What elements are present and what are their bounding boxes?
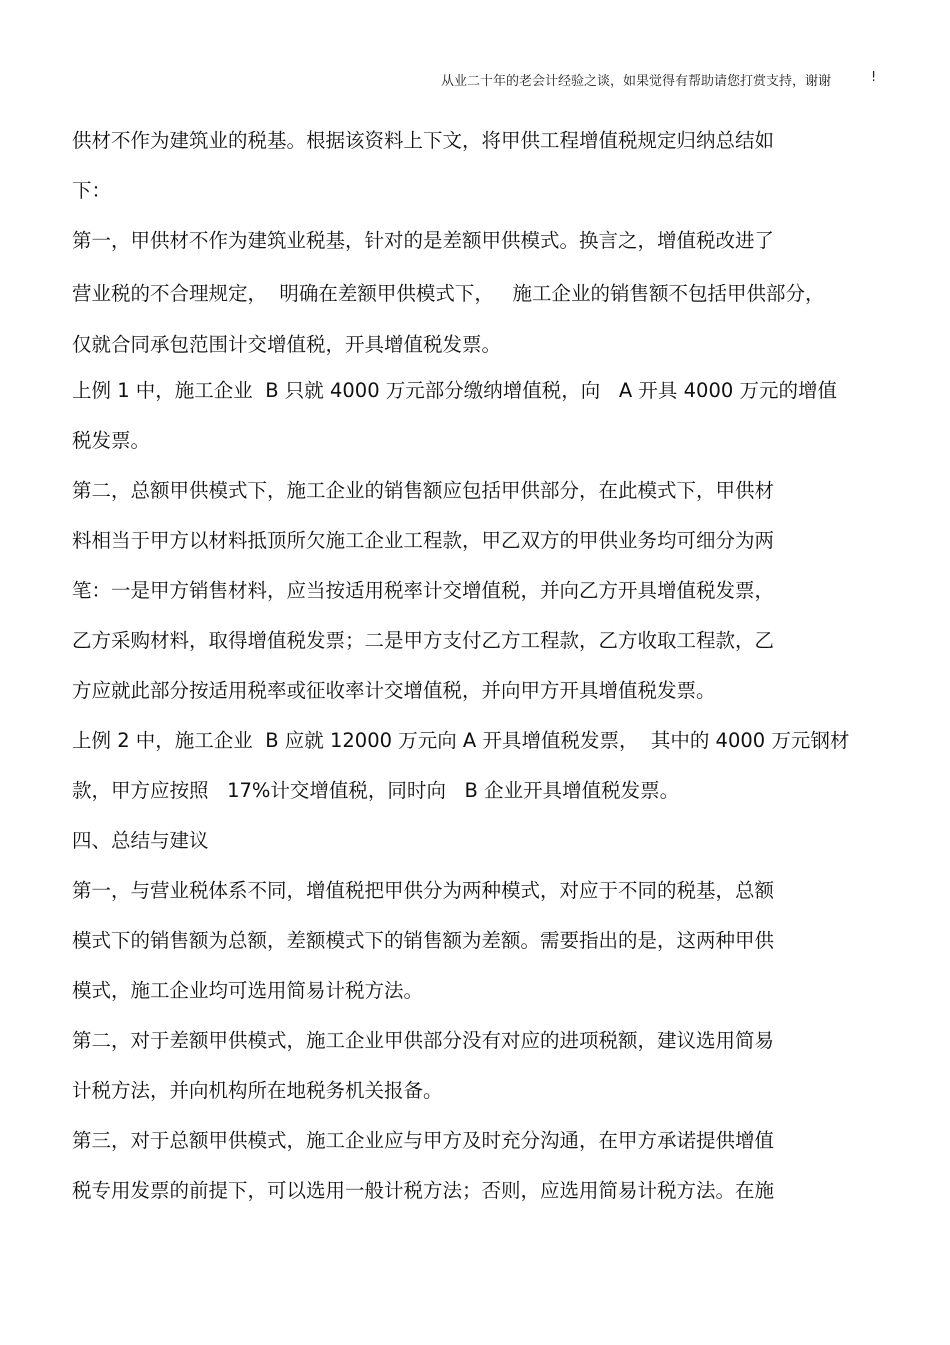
page-header-note: 从业二十年的老会计经验之谈，如果觉得有帮助请您打赏支持，谢谢	[441, 74, 832, 89]
text-line: 税专用发票的前提下，可以选用一般计税方法；否则，应选用简易计税方法。在施	[72, 1179, 775, 1202]
text-line: 第三，对于总额甲供模式，施工企业应与甲方及时充分沟通，在甲方承诺提供增值	[72, 1129, 775, 1152]
text-line: 第二，总额甲供模式下，施工企业的销售额应包括甲供部分，在此模式下，甲供材	[72, 479, 775, 502]
section-heading: 四、总结与建议	[72, 829, 209, 852]
text-line: 方应就此部分按适用税率或征收率计交增值税，并向甲方开具增值税发票。	[72, 679, 716, 702]
text-line: 款，甲方应按照 17%计交增值税，同时向 B 企业开具增值税发票。	[72, 779, 680, 802]
text-line: 税发票。	[72, 429, 151, 452]
text-line: 乙方采购材料，取得增值税发票；二是甲方支付乙方工程款，乙方收取工程款，乙	[72, 629, 775, 652]
text-line: 模式下的销售额为总额，差额模式下的销售额为差额。需要指出的是，这两种甲供	[72, 929, 775, 952]
text-line: 第一，甲供材不作为建筑业税基，针对的是差额甲供模式。换言之，增值税改进了	[72, 229, 775, 252]
text-line: 第一，与营业税体系不同，增值税把甲供分为两种模式，对应于不同的税基，总额	[72, 879, 775, 902]
text-line: 供材不作为建筑业的税基。根据该资料上下文，将甲供工程增值税规定归纳总结如	[72, 129, 775, 152]
text-line: 上例 2 中，施工企业 B 应就 12000 万元向 A 开具增值税发票， 其中的 4000 万元钢材	[72, 729, 850, 752]
text-line: 第二，对于差额甲供模式，施工企业甲供部分没有对应的进项税额，建议选用简易	[72, 1029, 775, 1052]
text-line: 上例 1 中，施工企业 B 只就 4000 万元部分缴纳增值税，向 A 开具 4000 万元的增值	[72, 379, 837, 402]
text-line: 料相当于甲方以材料抵顶所欠施工企业工程款，甲乙双方的甲供业务均可细分为两	[72, 529, 775, 552]
page-header-exclamation: !	[871, 70, 877, 85]
text-line: 计税方法，并向机构所在地税务机关报备。	[72, 1079, 443, 1102]
text-line: 仅就合同承包范围计交增值税，开具增值税发票。	[72, 333, 502, 356]
text-line: 下：	[72, 179, 112, 202]
text-line: 模式，施工企业均可选用简易计税方法。	[72, 979, 424, 1002]
text-line: 笔：一是甲方销售材料，应当按适用税率计交增值税，并向乙方开具增值税发票，	[72, 579, 775, 602]
text-line: 营业税的不合理规定， 明确在差额甲供模式下， 施工企业的销售额不包括甲供部分，	[72, 282, 825, 305]
